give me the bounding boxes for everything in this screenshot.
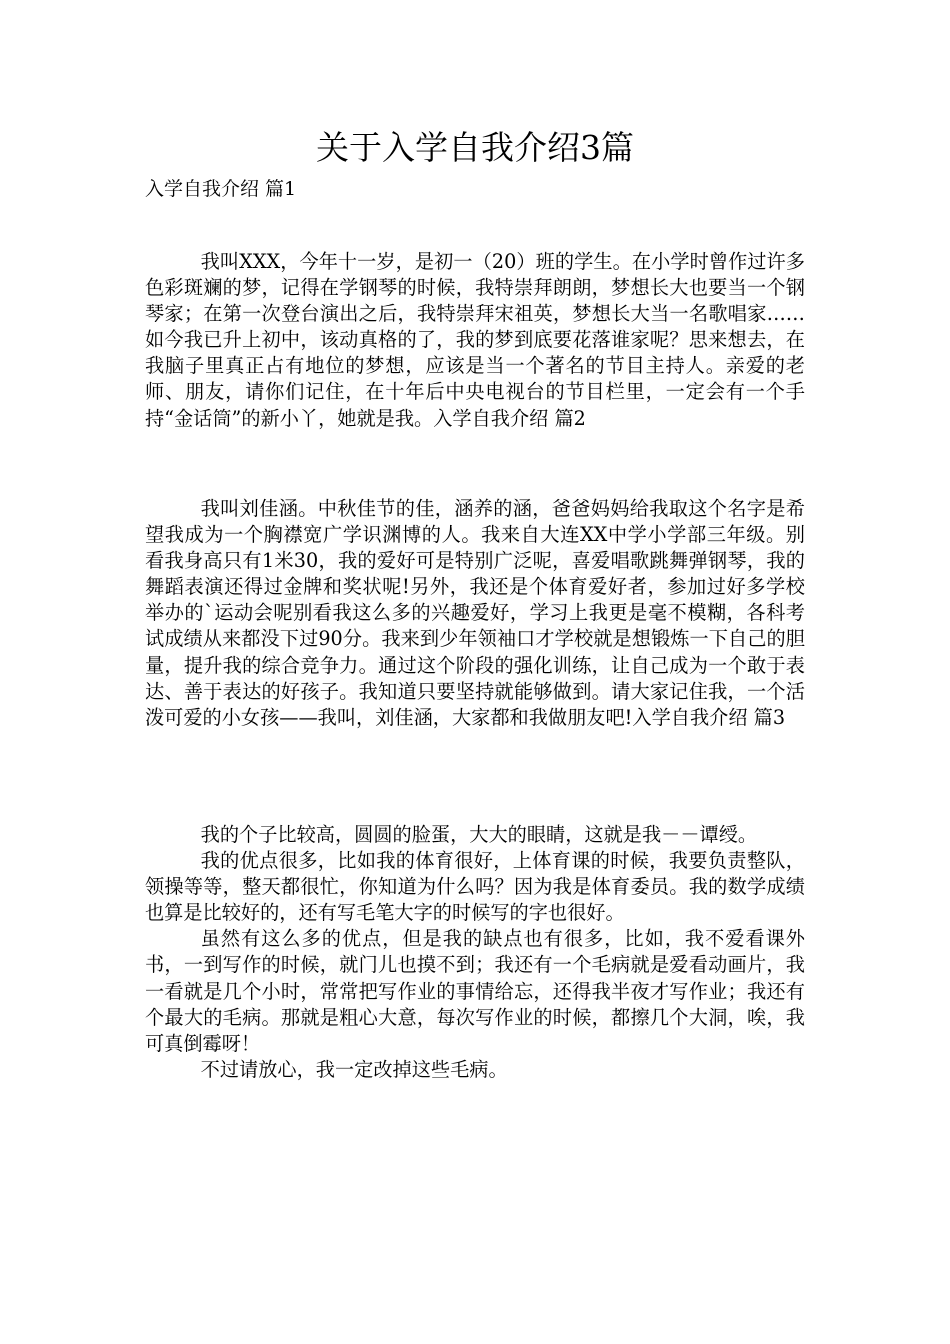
section-3-paragraph-1: 我的个子比较高，圆圆的脸蛋，大大的眼睛，这就是我－－谭绶。: [200, 823, 758, 846]
section-3: [145, 822, 805, 1083]
section-1-paragraph: [145, 249, 805, 432]
document-title: 关于入学自我介绍3篇: [316, 128, 634, 167]
section-2: [145, 496, 805, 731]
section-1-paragraph-text: 我叫XXX，今年十一岁，是初一（20）班的学生。在小学时曾作过许多色彩斑斓的梦，记得在学钢琴的时候，我特崇拜朗朗，梦想长大也要当一个钢琴家；在第一次登台演出之后，我特崇拜宋祖英，梦想长大当一名歌唱家……如今我已升上初中，该动真格的了，我的梦到底要花落谁家呢？思来想去，在我脑子里真正占有地位的梦想，应该是当一个著名的节目主持人。亲爱的老师、朋友，请你们记住，在十年后中央电视台的节目栏里，一定会有一个手持“金话筒”的新小丫，她就是我。: [145, 250, 805, 430]
section-2-paragraph-text: 我叫刘佳涵。中秋佳节的佳，涵养的涵，爸爸妈妈给我取这个名字是希望我成为一个胸襟宽广学识渊博的人。我来自大连XX中学小学部三年级。别看我身高只有1米30，我的爱好可是特别广泛呢，喜爱唱歌跳舞弹钢琴，我的舞蹈表演还得过金牌和奖状呢!另外，我还是个体育爱好者，参加过好多学校举办的`运动会呢别看我这么多的兴趣爱好，学习上我更是毫不模糊，各科考试成绩从来都没下过90分。我来到少年领袖口才学校就是想锻炼一下自己的胆量，提升我的综合竞争力。通过这个阶段的强化训练，让自己成为一个敢于表达、善于表达的好孩子。我知道只要坚持就能够做到。请大家记住我，一个活泼可爱的小女孩——我叫，刘佳涵，大家都和我做朋友吧!: [145, 497, 805, 729]
section-1-heading: 入学自我介绍 篇1: [145, 178, 297, 200]
section-3-paragraph-3: 虽然有这么多的优点，但是我的缺点也有很多，比如，我不爱看课外书，一到写作的时候，就门儿也摸不到；我还有一个毛病就是爱看动画片，我一看就是几个小时，常常把写作业的事情给忘，还得我半夜才写作业；我还有个最大的毛病。那就是粗心大意，每次写作业的时候，都擦几个大洞，唉，我可真倒霉呀！: [145, 927, 805, 1055]
section-2-paragraph: [145, 496, 805, 731]
section-3-paragraph-4: 不过请放心，我一定改掉这些毛病。: [200, 1057, 508, 1081]
section-3-paragraph-2: 我的优点很多，比如我的体育很好，上体育课的时候，我要负责整队，领操等等，整天都很忙，你知道为什么吗？因为我是体育委员。我的数学成绩也算是比较好的，还有写毛笔大字的时候写的字也很好。: [145, 849, 805, 925]
section-1: [145, 249, 805, 432]
section-2-heading: 入学自我介绍 篇2: [433, 406, 586, 430]
section-3-heading: 入学自我介绍 篇3: [632, 705, 786, 729]
